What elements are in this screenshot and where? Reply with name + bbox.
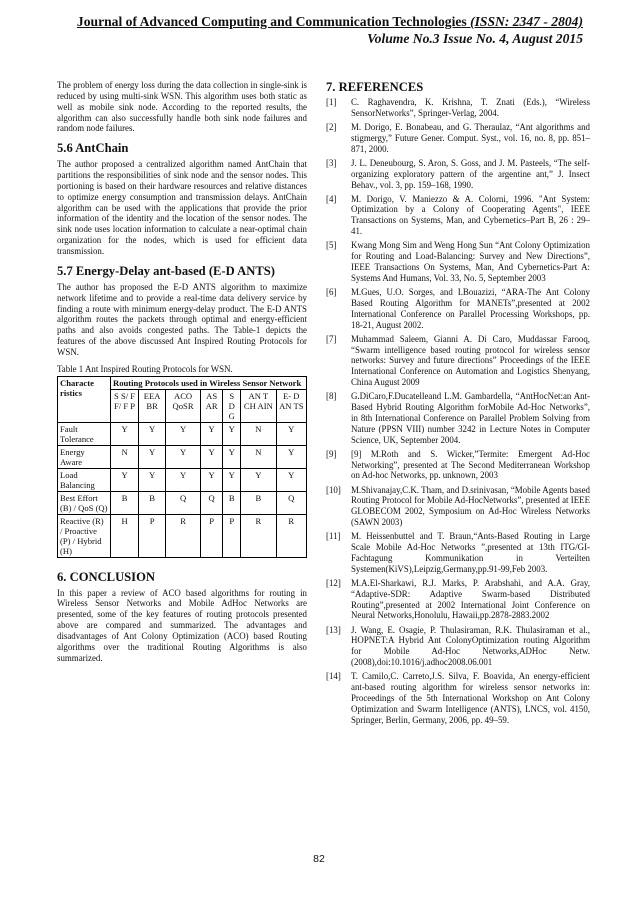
table-cell: Y (139, 422, 166, 445)
row-label: Load Balancing (58, 468, 111, 491)
reference-number: [4] (326, 193, 337, 204)
reference-number: [10] (326, 484, 341, 495)
reference-text: J. L. Deneubourg, S. Aron, S. Goss, and J. M. Pasteels, “The self-organizing exploratory pattern of the argentine ant,” J. Insect Behav., vol. 3, pp. 159–168, 1990. (351, 157, 590, 190)
reference-number: [14] (326, 671, 341, 682)
section-5-6-heading: 5.6 AntChain (57, 141, 129, 156)
table-cell: P (139, 514, 166, 557)
reference-item (326, 158, 590, 191)
reference-item (326, 531, 590, 574)
row-label: Fault Tolerance (58, 422, 111, 445)
reference-item (326, 122, 590, 155)
reference-number: [12] (326, 577, 341, 588)
reference-item (326, 671, 590, 725)
protocol-header: AN T CH AIN (241, 389, 276, 422)
table-cell: Q (276, 491, 306, 514)
table-cell: Y (166, 422, 201, 445)
protocol-header: AS AR (200, 389, 222, 422)
reference-item (326, 391, 590, 445)
protocol-header: S S/ F F/ F P (111, 389, 139, 422)
protocol-header: EEA BR (139, 389, 166, 422)
reference-text: Muhammad Saleem, Gianni A. Di Caro, Muddassar Farooq, “Swarm intelligence based routing protocol for wireless sensor networks: Survey and future directions” Proceedings of the IEEE International Conference on Automation and Logistics Shenyang, China August 2009 (351, 333, 590, 388)
reference-item (326, 334, 590, 388)
reference-item (326, 194, 590, 237)
reference-text: C. Raghavendra, K. Krishna, T. Znati (Eds.), “Wireless SensorNetworks”, Springer-Verlag, 2004. (351, 97, 590, 118)
reference-text: G.DiCaro,F.Ducatelleand L.M. Gambardella, “AntHocNet:an Ant-Based Hybrid Routing Algorithm forMobile Ad-Hoc Networks”, in 8th International Conference on Parallel Problem Solving from Nature (PPSN VIII) number 3242 in Lecture Notes in Computer Science, UK, September 2004. (351, 391, 590, 445)
reference-text: M. Heissenbuttel and T. Braun,“Ants-Based Routing in Large Scale Mobile Ad-Hoc Networks ”,presented at 13th ITG/GI-Fachtagung Kommunikation in Verteilten Systemen(KiVS),Leipzig,Germany,pp.91-99,Feb 2003. (351, 531, 590, 574)
table-cell: B (139, 491, 166, 514)
table-cell: Y (111, 468, 139, 491)
journal-volume: Volume No.3 Issue No. 4, August 2015 (367, 31, 583, 46)
table-row (58, 514, 307, 557)
table-cell: P (223, 514, 241, 557)
references-heading: 7. REFERENCES (326, 80, 424, 94)
protocol-header: E- D AN TS (276, 389, 306, 422)
table-cell: B (223, 491, 241, 514)
reference-text: M.Gues, U.O. Sorges, and I.Bouazizi, “ARA-The Ant Colony Based Routing Algorithm for MANETs”,presented at 2002 International Conference on Parallel Processing Workshops, pp. 18-21, August 2002. (351, 286, 590, 330)
table-cell: Y (276, 422, 306, 445)
journal-name: Journal of Advanced Computing and Communication Technologies (76, 14, 467, 29)
table-cell: R (276, 514, 306, 557)
reference-number: [8] (326, 391, 337, 402)
table-cell: Y (223, 468, 241, 491)
table-cell: N (241, 422, 276, 445)
table-row (58, 468, 307, 491)
reference-text: T. Camilo,C. Carreto,J.S. Silva, F. Boavida, An energy-efficient ant-based routing algorithm for wireless sensor networks in: Proceedings of the 5th International Workshop on Ant Colony Optimization and Swarm Intelligence (ANTS), LNCS, vol. 4150, Springer, Berlin, Germany, 2006, pp. 49–59. (351, 671, 590, 725)
table-caption: Table 1 Ant Inspired Routing Protocols for WSN. (57, 363, 233, 374)
table-cell: Q (166, 491, 201, 514)
reference-text: M.Shivanajay,C.K. Tham, and D.srinivasan, “Mobile Agents based Routing Protocol for Mobile Ad-HocNetworks”, presented at IEEE GLOBECOM 2002, Symposium on Ad-Hoc Wireless Networks (SAWN 2003) (351, 484, 590, 528)
journal-title (77, 14, 583, 30)
table-cell: Y (223, 422, 241, 445)
section-5-6-body: The author proposed a centralized algorithm named AntChain that partitions the responsibilities of sink node and the sensor nodes. This portioning is based on their hardware resources and relative distances to optimize energy consumption and transmission delays. AntChain algorithm can be used with the applications that provide the prior information of the identity and the location of the sensor nodes. The sink node uses location information to calculate a near-optimal chain organization for the nodes, which is used for efficient data transmission. (57, 159, 307, 256)
table-cell: Y (139, 445, 166, 468)
table-corner-header: Characte ristics (58, 376, 111, 422)
table-row (58, 445, 307, 468)
reference-number: [7] (326, 333, 337, 344)
reference-item (326, 578, 590, 621)
reference-number: [6] (326, 286, 337, 297)
table-row (58, 491, 307, 514)
section-5-7-body: The author has proposed the E-D ANTS algorithm to maximize network lifetime and to provide a real-time data delivery service by finding a route with minimum energy-delay product. The E-D ANTS algorithm routes the packets through optimal and energy-efficient paths and also avoids congested paths. The Table-1 depicts the features of the above discussed Ant Inspired Routing Protocols for WSN. (57, 281, 307, 357)
reference-item (326, 449, 590, 482)
table-cell: Y (276, 468, 306, 491)
reference-text: [9] M.Roth and S. Wicker,”Termite: Emergent Ad-Hoc Networking”, presented at The Second Mediterranean Workshop on Ad-hoc Networks, pp. unknown, 2003 (351, 448, 590, 481)
table-cell: Y (223, 445, 241, 468)
table-cell: Y (241, 468, 276, 491)
reference-text: M.A.El-Sharkawi, R.J. Marks, P. Arabshahi, and A.A. Gray, “Adaptive-SDR: Adaptive Swarm-based Distributed Routing”,presented at 2002 International Joint Conference on Neural Networks,Honolulu, Hawaii,pp.2878-2883.2002 (351, 577, 590, 621)
section-6-body: In this paper a review of ACO based algorithms for routing in Wireless Sensor Networks and Mobile AdHoc Networks are presented, some of the key features of routing protocols presented above are compared and summarized. The advantages and disadvantages of Ant Colony Optimization (ACO) based Routing algorithms over the traditional Routing Algorithms is also summarized. (57, 587, 307, 663)
routing-protocols-table (57, 376, 307, 558)
right-column (326, 80, 590, 729)
table-cell: Y (166, 468, 201, 491)
reference-number: [11] (326, 531, 341, 542)
section-5-7-heading: 5.7 Energy-Delay ant-based (E-D ANTS) (57, 263, 275, 278)
table-cell: Y (166, 445, 201, 468)
reference-item (326, 485, 590, 528)
table-cell: Y (111, 422, 139, 445)
table-cell: Q (200, 491, 222, 514)
reference-item (326, 97, 590, 119)
table-cell: Y (200, 468, 222, 491)
reference-item (326, 625, 590, 668)
table-cell: R (166, 514, 201, 557)
table-cell: Y (200, 445, 222, 468)
table-cell: N (111, 445, 139, 468)
reference-text: J. Wang, E. Osagie, P. Thulasiraman, R.K. Thulasiraman et al., HOPNET:A Hybrid Ant ColonyOptimization routing Algorithm for Mobile Ad-Hoc Networks,ADHoc Netw.(2008),doi:10.1016/j.adhoc2008.06.001 (351, 624, 590, 668)
table-cell: N (241, 445, 276, 468)
table-cell: Y (139, 468, 166, 491)
table-cell: B (111, 491, 139, 514)
intro-paragraph: The problem of energy loss during the data collection in single-sink is reduced by using multi-sink WSN. This algorithm uses both static as well as mobile sink node. According to the reported results, the algorithm can also successfully handle both sink node failures and random node failures. (57, 80, 307, 134)
protocol-header: S D G (223, 389, 241, 422)
row-label: Energy Aware (58, 445, 111, 468)
page-number: 82 (313, 853, 325, 865)
reference-number: [5] (326, 240, 337, 251)
table-cell: R (241, 514, 276, 557)
reference-number: [9] (326, 448, 337, 459)
row-label: Reactive (R) / Proactive (P) / Hybrid (H) (58, 514, 111, 557)
reference-number: [13] (326, 624, 341, 635)
reference-number: [2] (326, 121, 337, 132)
reference-text: M. Dorigo, V. Maniezzo & A. Colorni, 1996. "Ant System: Optimization by a Colony of Cooperating Agents", IEEE Transactions on Systems, Man, and Cybernetics–Part B, 26 : 29–41. (351, 193, 590, 237)
reference-number: [3] (326, 157, 337, 168)
table-group-header: Routing Protocols used in Wireless Sensor Network (111, 376, 307, 389)
reference-item (326, 287, 590, 330)
table-cell: Y (276, 445, 306, 468)
left-column (57, 80, 307, 663)
reference-number: [1] (326, 97, 337, 107)
table-cell: B (241, 491, 276, 514)
reference-item (326, 240, 590, 283)
section-6-heading: 6. CONCLUSION (57, 569, 155, 584)
table-cell: H (111, 514, 139, 557)
row-label: Best Effort (B) / QoS (Q) (58, 491, 111, 514)
reference-text: M. Dorigo, E. Bonabeau, and G. Theraulaz, “Ant algorithms and stigmergy,” Future Gener. Comput. Syst., vol. 16, no. 8, pp. 851–871, 2000. (351, 121, 590, 154)
table-cell: P (200, 514, 222, 557)
journal-header (77, 14, 583, 47)
table-cell: Y (200, 422, 222, 445)
reference-list (326, 97, 590, 725)
protocol-header: ACO QoSR (166, 389, 201, 422)
journal-issn: (ISSN: 2347 - 2804) (466, 14, 583, 29)
table-row (58, 422, 307, 445)
reference-text: Kwang Mong Sim and Weng Hong Sun “Ant Colony Optimization for Routing and Load-Balancing: Survey and New Directions”, IEEE Transactions On Systems, Man, And Cybernetics-Part A: Systems And Humans, Vol. 33, No. 5, September 2003 (351, 240, 590, 283)
